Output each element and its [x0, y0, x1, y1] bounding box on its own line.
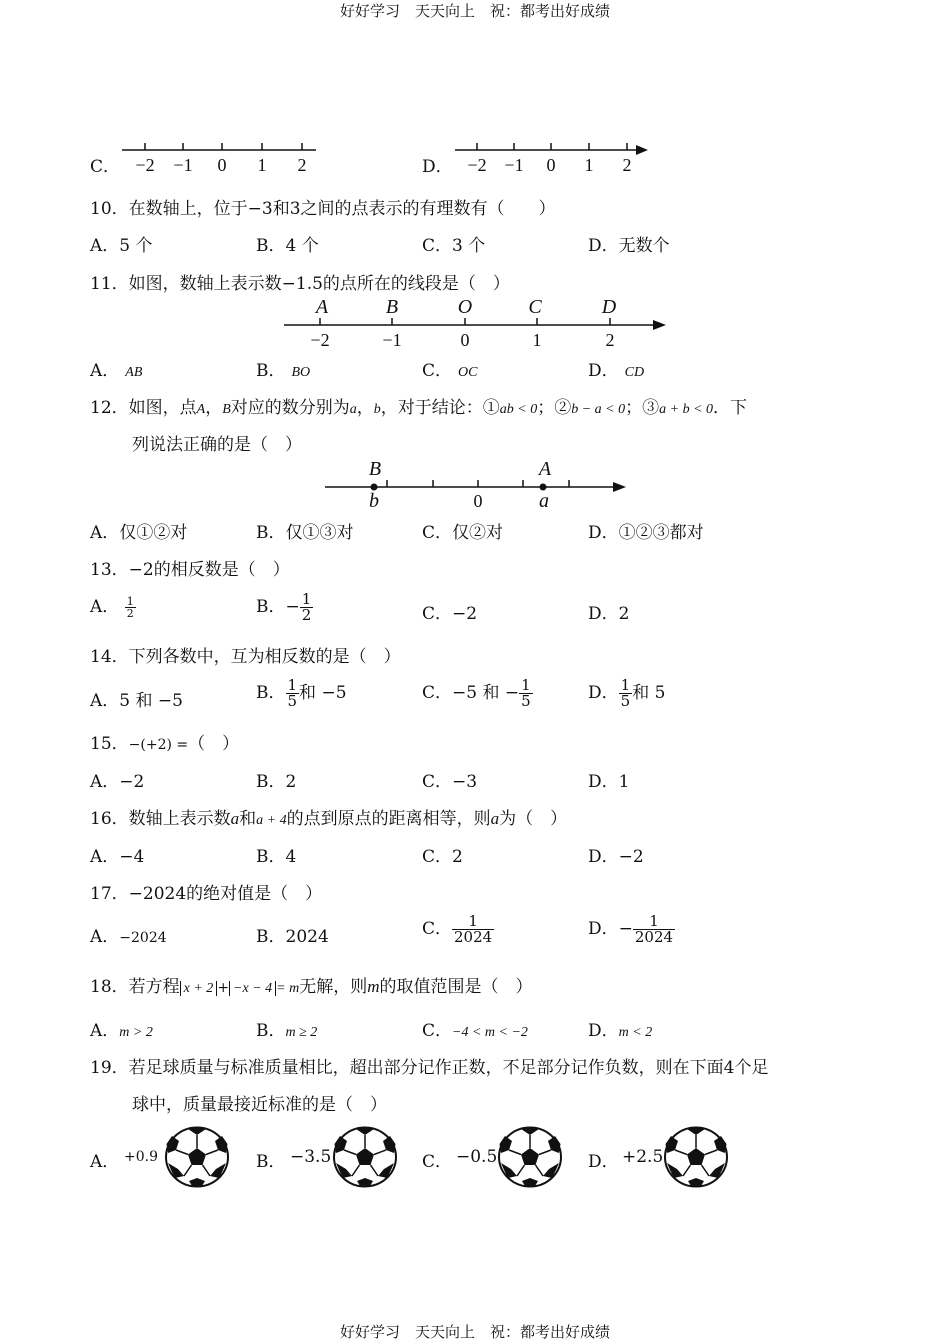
q16-option-c: C．2: [422, 847, 463, 867]
q12-label-b: b: [369, 490, 379, 512]
q19-option-a-value: +0.9: [124, 1149, 158, 1165]
q14-stem: 14．下列各数中，互为相反数的是（ ）: [90, 647, 401, 667]
q19-stem-line2: 球中，质量最接近标准的是（ ）: [132, 1095, 387, 1115]
q14-option-b: B． $\frac{1}{5}$ 和 −5: [256, 676, 347, 710]
q19-stem-line1: 19．若足球质量与标准质量相比，超出部分记作正数，不足部分记作负数，则在下面4个足: [90, 1058, 769, 1078]
q12-option-b: B．仅①③对: [256, 523, 354, 543]
q19-option-b-letter: B．: [256, 1152, 286, 1172]
q9-d-tick-label: 2: [622, 155, 632, 175]
q10-stem: 10．在数轴上，位于−3和3之间的点表示的有理数有（ ）: [90, 199, 556, 219]
q11-tick-label: 0: [460, 330, 470, 350]
q19-option-c-value: −0.5: [456, 1147, 498, 1167]
q12-option-c: C．仅②对: [422, 523, 504, 543]
q13-option-c: C．−2: [422, 604, 478, 624]
q19-option-b-value: −3.5: [290, 1147, 332, 1167]
q11-option-b: B． BO: [256, 361, 311, 381]
q19-option-d-letter: D．: [588, 1152, 619, 1172]
q18-stem: 18．若方程 x + 2 + −x − 4 = m无解，则m的取值范围是（ ）: [90, 977, 533, 997]
q13-stem: 13．−2的相反数是（ ）: [90, 560, 290, 580]
q11-point-label: D: [601, 296, 617, 318]
q10-option-b: B．4 个: [256, 236, 319, 256]
q9-d-tick-label: 0: [546, 155, 556, 175]
soccer-ball-icon: [164, 1126, 230, 1188]
q12-stem-line2: 列说法正确的是（ ）: [132, 435, 302, 455]
q17-option-c: C． $\frac{1}{2024}$: [422, 912, 493, 946]
q12-number-line: [0, 456, 950, 516]
q9-d-tick-label: 1: [584, 155, 594, 175]
q15-option-b: B．2: [256, 772, 297, 792]
q13-option-a: A． $\frac{1}{2}$: [90, 595, 134, 620]
q11-stem: 11．如图，数轴上表示数−1.5的点所在的线段是（ ）: [90, 274, 510, 294]
q14-option-a: A．5 和 −5: [90, 691, 183, 711]
q16-option-d: D．−2: [588, 847, 644, 867]
q12-stem-line1: 12．如图，点A，B对应的数分别为a，b，对于结论：①ab < 0；②b − a < 0；③a + b < 0．下: [90, 398, 748, 418]
q9-option-d-label: D．: [422, 157, 453, 177]
q9-d-tick-label: −1: [504, 155, 524, 175]
q10-option-c: C．3 个: [422, 236, 486, 256]
q18-option-d: D．m < 2: [588, 1021, 653, 1041]
q11-option-c: C． OC: [422, 361, 478, 381]
q18-option-c: C．−4 < m < −2: [422, 1021, 528, 1041]
page-header: 好好学习 天天向上 祝：都考出好成绩: [339, 2, 610, 20]
q11-point-label: C: [528, 296, 542, 318]
q19-option-c-letter: C．: [422, 1152, 453, 1172]
q14-option-d: D． $\frac{1}{5}$ 和 5: [588, 676, 666, 710]
q15-option-c: C．−3: [422, 772, 478, 792]
q12-label-A: A: [538, 458, 552, 480]
q12-option-a: A．仅①②对: [90, 523, 188, 543]
q11-point-label: O: [457, 296, 473, 318]
q11-tick-label: 2: [605, 330, 615, 350]
q17-stem: 17．−2024的绝对值是（ ）: [90, 884, 323, 904]
q11-tick-label: −1: [382, 330, 402, 350]
q11-option-a: A． AB: [90, 361, 143, 381]
q11-option-d: D． CD: [588, 361, 645, 381]
q9-c-tick-label: −2: [135, 155, 155, 175]
q16-option-b: B．4: [256, 847, 297, 867]
q18-option-b: B．m ≥ 2: [256, 1021, 318, 1041]
q11-number-line: [0, 290, 950, 350]
q10-option-a: A．5 个: [90, 236, 153, 256]
q9-option-c-label: C．: [90, 157, 121, 177]
q13-option-b: B．− $\frac{1}{2}$: [256, 590, 312, 624]
q17-option-b: B．2024: [256, 927, 329, 947]
q9-c-tick-label: 0: [217, 155, 227, 175]
q11-point-label: A: [315, 296, 329, 318]
q18-option-a: A．m > 2: [90, 1021, 153, 1041]
q16-stem: 16．数轴上表示数a和a + 4的点到原点的距离相等，则a为（ ）: [90, 809, 568, 829]
q15-option-d: D．1: [588, 772, 630, 792]
soccer-ball-icon: [663, 1126, 729, 1188]
soccer-ball-icon: [497, 1126, 563, 1188]
q11-point-label: B: [385, 296, 399, 318]
q15-stem: 15．−(+2) =（ ）: [90, 734, 240, 754]
arrow-head-icon: [653, 320, 666, 330]
q9-d-tick-label: −2: [467, 155, 487, 175]
q13-option-d: D．2: [588, 604, 630, 624]
q9-option-c-number-line: [0, 0, 950, 200]
arrow-head-icon: [613, 482, 626, 492]
q19-option-d-value: +2.5: [622, 1147, 664, 1167]
q12-option-d: D．①②③都对: [588, 523, 704, 543]
q15-option-a: A．−2: [90, 772, 145, 792]
q9-c-tick-label: 1: [257, 155, 267, 175]
q16-option-a: A．−4: [90, 847, 145, 867]
soccer-ball-icon: [332, 1126, 398, 1188]
q17-option-d: D．− $\frac{1}{2024}$: [588, 912, 674, 946]
q10-option-d: D．无数个: [588, 236, 670, 256]
q11-tick-label: 1: [532, 330, 542, 350]
q9-c-tick-label: −1: [173, 155, 193, 175]
q12-label-B: B: [368, 458, 382, 480]
q9-c-ticks: [145, 143, 302, 150]
arrow-head-icon: [636, 145, 648, 155]
q19-option-a-letter: A．: [90, 1152, 120, 1172]
q11-tick-label: −2: [310, 330, 330, 350]
q12-label-a: a: [539, 490, 549, 512]
q9-c-tick-label: 2: [297, 155, 307, 175]
q14-option-c: C．−5 和 − $\frac{1}{5}$: [422, 676, 531, 710]
q12-label-zero: 0: [473, 491, 483, 511]
q17-option-a: A．−2024: [90, 927, 167, 947]
page-footer: 好好学习 天天向上 祝：都考出好成绩: [339, 1323, 610, 1341]
